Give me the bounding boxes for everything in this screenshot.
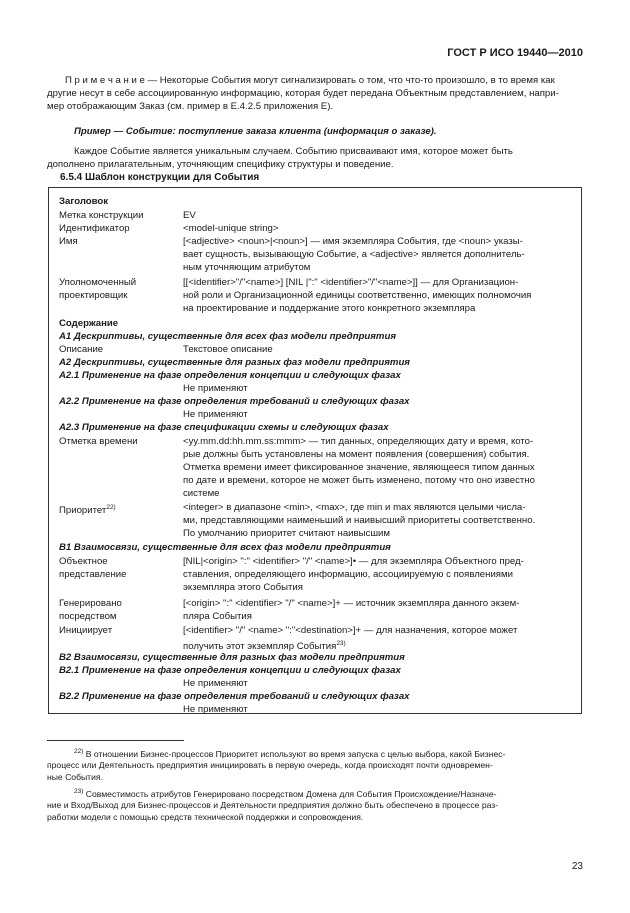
heading-a22: А2.2 Применение на фазе определения требований и следующих фазах [59, 396, 410, 407]
note-line: П р и м е ч а н и е — Некоторые События могут сигнализировать о том, что что-то произошло, в то время как [65, 75, 555, 86]
footnote-separator [47, 740, 184, 741]
value-line: [<origin> ":" <identifier> "/" <name>]+ — источник экземпляра данного экзем- [183, 598, 520, 609]
footnote-22 [47, 746, 583, 783]
label: Метка конструкции [59, 210, 144, 221]
running-header: ГОСТ Р ИСО 19440—2010 [447, 47, 583, 59]
footnote-ref: 23) [336, 640, 346, 647]
value-line: По умолчанию приоритет считают наивысшим [183, 528, 390, 539]
value-line: на проектирование и поддержание этого конкретного экземпляра [183, 303, 476, 314]
note-line: мер отображающим Заказ (см. пример в Е.4.2.5 приложения Е). [47, 101, 334, 112]
value-line: <yy.mm.dd:hh.mm.ss:mmm> — тип данных, определяющих дату и время, кото- [183, 436, 534, 447]
value [183, 501, 573, 540]
footnote-line: ние и Вход/Выход для Бизнес-процессов и Деятельности предприятия должно быть обеспечено в процессе раз- [47, 800, 499, 811]
footnote-ref: 22) [106, 504, 116, 511]
value-line: [[<identifier>"/"<name>] [NIL |":" <identifier>"/"<name>]] — для Организацион- [183, 277, 519, 288]
heading-a1: А1 Дескриптивы, существенные для всех фаз модели предприятия [59, 331, 396, 342]
footnote-number: 22) [74, 748, 84, 755]
value-line: ми, представляющими наименьший и наивысший приоритеты соответственно. [183, 515, 536, 526]
label-line: проектировщик [59, 290, 128, 301]
label [59, 276, 179, 302]
heading-b1: В1 Взаимосвязи, существенные для всех фаз модели предприятия [59, 542, 391, 553]
value-line: по дате и времени, которое не может быть изменено, потому что оно известно [183, 475, 535, 486]
example-text: Пример — Событие: поступление заказа клиента (информация о заказе). [74, 126, 437, 137]
footnote-line: работки модели с помощью средств технической поддержки и сопровождения. [47, 811, 364, 822]
label [59, 597, 179, 623]
value-line: [<adjective> <noun>|<noun>] — имя экземпляра События, где <noun> указы- [183, 236, 523, 247]
para-line: дополнено прилагательным, уточняющим специфику структуры и поведение. [47, 159, 394, 170]
value [183, 235, 573, 274]
value [183, 624, 573, 653]
value: Текстовое описание [183, 344, 273, 355]
label-line: Уполномоченный [59, 277, 137, 288]
not-applied: Не применяют [183, 678, 248, 689]
value-text: получить этот экземпляр События [183, 641, 337, 653]
para-line: Каждое Событие является уникальным случаем. Событию присваивают имя, которое может быть [74, 146, 513, 157]
note-paragraph [47, 74, 583, 113]
value: <model-unique string> [183, 223, 279, 234]
value-line: системе [183, 488, 220, 499]
value-line: ной роли и Организационной единицы соответственно, имеющих полномочия [183, 290, 532, 301]
heading-a2: А2 Дескриптивы, существенные для разных фаз модели предприятия [59, 357, 410, 368]
value-line: [NIL|<origin> ":" <identifier> "/" <name>]• — для экземпляра Объектного пред- [183, 556, 524, 567]
label-line: посредством [59, 611, 117, 622]
label: Описание [59, 344, 104, 355]
value-line: экземпляра этого События [183, 582, 303, 593]
body-paragraph [47, 145, 583, 171]
label-text: Приоритет [59, 505, 107, 517]
label: Имя [59, 236, 78, 247]
footnote-text: В отношении Бизнес-процессов Приоритет используют во время запуска с целью выбора, какой Бизнес- [85, 748, 506, 759]
heading-b21: В2.1 Применение на фазе определения концепции и следующих фазах [59, 665, 401, 676]
value [183, 555, 573, 594]
label: Инициирует [59, 625, 113, 636]
event-template-table [48, 187, 582, 714]
footnote-line [47, 746, 583, 760]
section-heading: 6.5.4 Шаблон конструкции для События [60, 172, 260, 183]
footnote-line [47, 786, 583, 800]
value-line: рые должны быть установлены на момент появления (совершения) события. [183, 449, 530, 460]
value-line: <integer> в диапазоне <min>, <max>, где min и max являются целыми числа- [183, 502, 526, 513]
heading-a21: А2.1 Применение на фазе определения концепции и следующих фазах [59, 370, 401, 381]
label-line: представление [59, 569, 127, 580]
footnote-text: Совместимость атрибутов Генерировано посредством Домена для События Происхождение/Назначе- [85, 788, 497, 799]
page-number: 23 [571, 861, 583, 872]
value-line: вает сущность, вызывающую Событие, а <adjective> является дополнитель- [183, 249, 525, 260]
not-applied: Не применяют [183, 383, 248, 394]
value [183, 276, 573, 315]
value-line: Отметка времени имеет фиксированное значение, являющееся типом данных [183, 462, 535, 473]
heading-b2: В2 Взаимосвязи, существенные для разных фаз модели предприятия [59, 652, 405, 663]
heading-zagolovok: Заголовок [59, 196, 109, 207]
footnote-23 [47, 786, 583, 823]
value-line: ным уточняющим атрибутом [183, 262, 311, 273]
heading-a23: А2.3 Применение на фазе спецификации схемы и следующих фазах [59, 422, 389, 433]
heading-b22: В2.2 Применение на фазе определения требований и следующих фазах [59, 691, 410, 702]
value: EV [183, 210, 196, 221]
label [59, 501, 179, 517]
label [59, 555, 179, 581]
value-line: [<identifier> "/" <name> ":"<destination>]+ — для назначения, которое может [183, 625, 518, 636]
heading-soderzhanie: Содержание [59, 318, 119, 329]
value [183, 435, 573, 500]
label: Отметка времени [59, 436, 138, 447]
not-applied: Не применяют [183, 704, 248, 715]
footnote-line: процесс или Деятельность предприятия инициировать в первую очередь, когда происходят почти одновремен- [47, 760, 493, 771]
footnote-line: ные События. [47, 771, 103, 782]
label: Идентификатор [59, 223, 130, 234]
label-line: Генерировано [59, 598, 122, 609]
not-applied: Не применяют [183, 409, 248, 420]
value-line: ставления, определяющего информацию, ассоциируемую с появлениями [183, 569, 513, 580]
label-line: Объектное [59, 556, 108, 567]
note-line: другие несут в себе ассоциированную информацию, которая будет передана Объектным представлением, напри- [47, 88, 559, 99]
value [183, 597, 573, 623]
value-line: пляра События [183, 611, 252, 622]
footnote-number: 23) [74, 788, 84, 795]
